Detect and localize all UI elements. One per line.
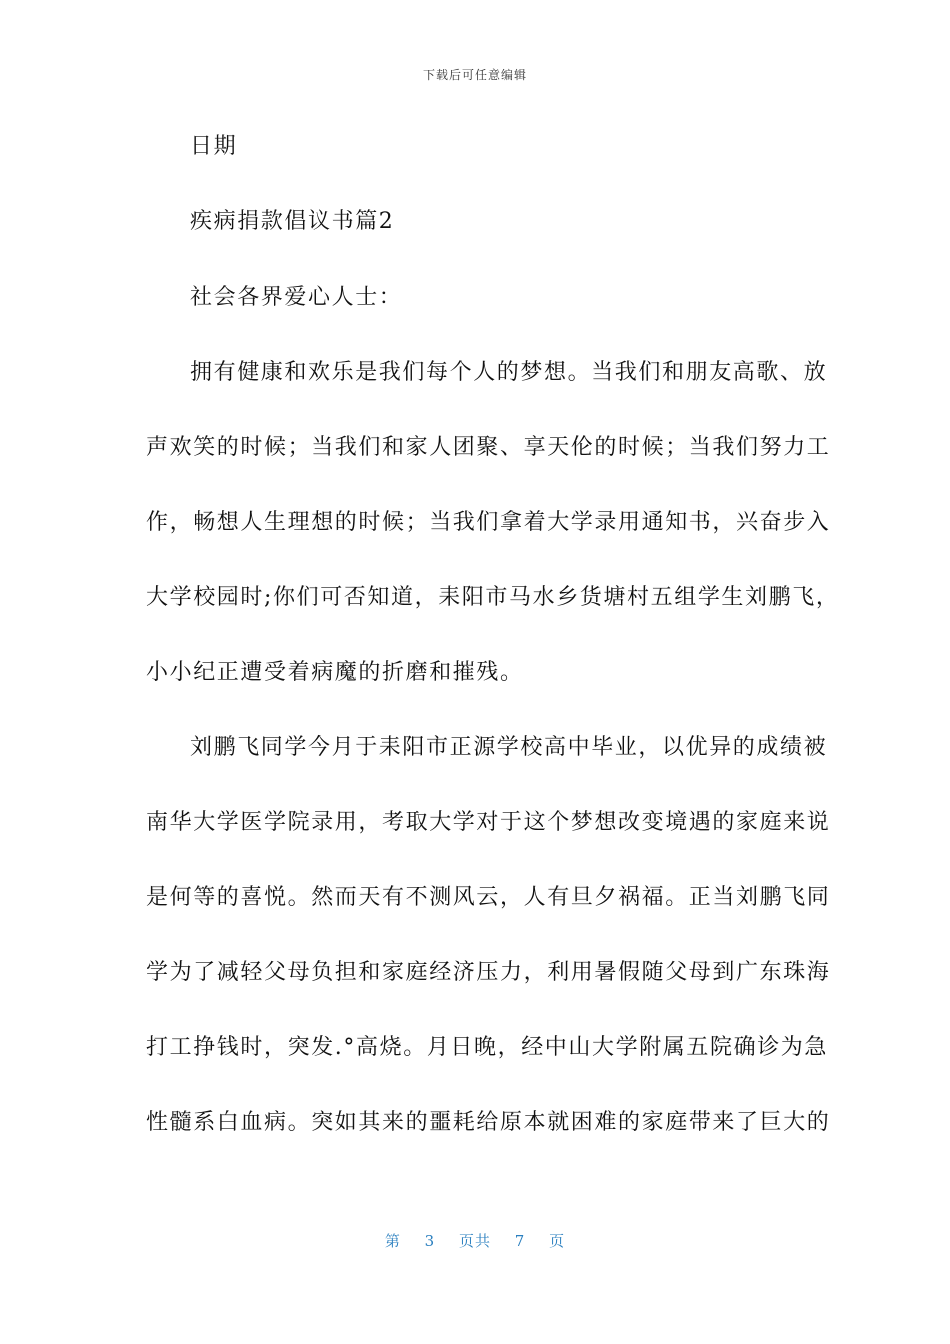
paragraph-line: 大学校园时;你们可否知道，耒阳市马水乡货塘村五组学生刘鹏飞， xyxy=(146,585,840,610)
paragraph-line: 性髓系白血病。突如其来的噩耗给原本就困难的家庭带来了巨大的 xyxy=(146,1110,831,1135)
salutation: 社会各界爱心人士： xyxy=(190,285,403,310)
footer-page-number: 3 xyxy=(424,1232,436,1250)
date-label: 日期 xyxy=(190,134,238,159)
footer-prefix: 第 xyxy=(384,1232,401,1250)
footer-total-pages: 7 xyxy=(514,1232,526,1250)
section-title: 疾病捐款倡议书篇2 xyxy=(190,209,395,234)
paragraph-line: 作，畅想人生理想的时候；当我们拿着大学录用通知书，兴奋步入 xyxy=(146,510,831,535)
paragraph-line: 小小纪正遭受着病魔的折磨和摧残。 xyxy=(146,660,524,685)
paragraph-line: 刘鹏飞同学今月于耒阳市正源学校高中毕业，以优异的成绩被 xyxy=(190,735,828,760)
paragraph-line: 南华大学医学院录用，考取大学对于这个梦想改变境遇的家庭来说 xyxy=(146,810,831,835)
paragraph-line: 是何等的喜悦。然而天有不测风云，人有旦夕祸福。正当刘鹏飞同 xyxy=(146,885,831,910)
paragraph-line: 学为了减轻父母负担和家庭经济压力，利用暑假随父母到广东珠海 xyxy=(146,960,831,985)
footer-middle: 页共 xyxy=(458,1232,491,1250)
paragraph-line: 打工挣钱时，突发.°高烧。月日晚，经中山大学附属五院确诊为急 xyxy=(146,1035,828,1060)
page-footer xyxy=(0,1230,950,1251)
paragraph-line: 声欢笑的时候；当我们和家人团聚、享天伦的时候；当我们努力工 xyxy=(146,435,831,460)
header-note: 下载后可任意编辑 xyxy=(422,68,527,82)
paragraph-line: 拥有健康和欢乐是我们每个人的梦想。当我们和朋友高歌、放 xyxy=(190,360,828,385)
footer-suffix: 页 xyxy=(549,1232,566,1250)
